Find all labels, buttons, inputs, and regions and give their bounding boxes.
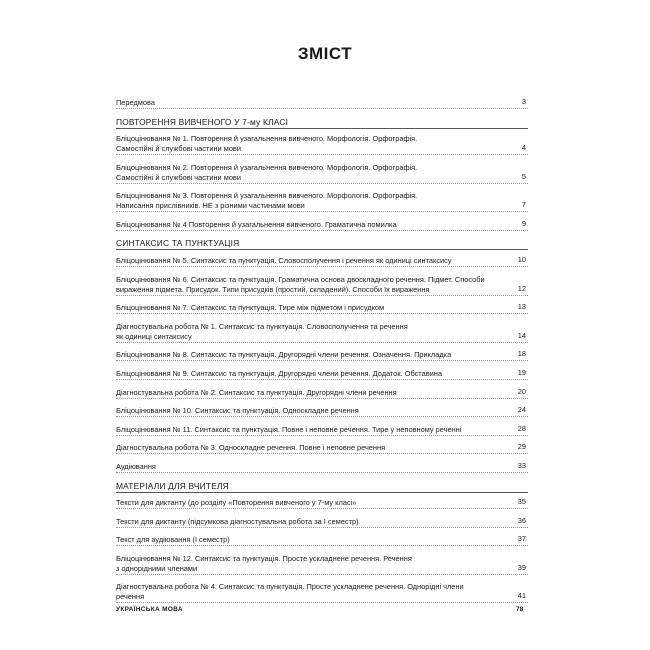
toc-entry-text: Бліцоцінювання № 5. Синтаксис та пунктуація. Словосполучення і речення як одиниці синтаксису bbox=[116, 255, 452, 265]
toc-entry-text: Бліцоцінювання № 6. Синтаксис та пунктуація. Граматична основа двоскладного речення. Підмет. Способи bbox=[116, 274, 485, 284]
toc-entry bbox=[116, 303, 528, 314]
toc-entry-text: Бліцоцінювання № 11. Синтаксис та пунктуація. Повне і неповне речення. Тире у неповному реченні bbox=[116, 424, 462, 434]
toc-entry-text: Бліцоцінювання № 2. Повторення й узагальнення вивченого. Морфологія. Орфографія. bbox=[116, 162, 418, 172]
toc-entry bbox=[116, 322, 528, 343]
toc-entry-page: 37 bbox=[517, 534, 526, 544]
toc-entry-page: 10 bbox=[517, 254, 526, 264]
toc-entry bbox=[116, 98, 528, 109]
toc-section-heading: ПОВТОРЕННЯ ВИВЧЕНОГО У 7-му КЛАСІ bbox=[116, 117, 528, 129]
toc-entry-page: 14 bbox=[517, 330, 526, 340]
toc-entry-text: Текст для аудіювання (І семестр) bbox=[116, 535, 230, 545]
toc-entry bbox=[116, 134, 528, 155]
toc-entry-text: вираження підмета. Присудок. Типи присудків (простий, складений). Способи їх вираження bbox=[116, 284, 430, 294]
toc-entry-page: 41 bbox=[517, 591, 526, 601]
toc-entry bbox=[116, 220, 528, 231]
toc-entry bbox=[116, 350, 528, 361]
toc-entry-page: 35 bbox=[517, 497, 526, 506]
toc-entry-text: Бліцоцінювання № 4 Повторення й узагальнення вивченого. Граматична помилка bbox=[116, 219, 397, 229]
toc-entry-text: Самостійні й службові частини мови bbox=[116, 172, 241, 182]
toc-entry-text: Діагностувальна робота № 4. Синтаксис та пунктуація. Просте ускладнене речення. Однорідні члени bbox=[116, 582, 464, 592]
table-of-contents bbox=[116, 98, 528, 611]
toc-entry bbox=[116, 275, 528, 296]
toc-entry-page: 18 bbox=[517, 349, 526, 359]
toc-entry bbox=[116, 191, 528, 212]
toc-entry-text: Передмова bbox=[116, 98, 155, 107]
toc-entry-text: Бліцоцінювання № 12. Синтаксис та пунктуація. Просте ускладнене речення. Речення bbox=[116, 553, 412, 563]
toc-entry bbox=[116, 369, 528, 380]
toc-entry-text: Тексти для диктанту (підсумкова діагностувальна робота за І семестр) bbox=[116, 516, 359, 526]
toc-entry bbox=[116, 582, 528, 603]
toc-entry-text: Бліцоцінювання № 1. Повторення й узагальнення вивченого. Морфологія. Орфографія. bbox=[116, 134, 418, 144]
toc-entry bbox=[116, 406, 528, 417]
toc-entry-text: Бліцоцінювання № 10. Синтаксис та пунктуація. Односкладне речення bbox=[116, 406, 359, 416]
toc-entry-text: Бліцоцінювання № 3. Повторення й узагальнення вивченого. Морфологія. Орфографія. bbox=[116, 191, 418, 201]
footer-page-number: 78 bbox=[516, 606, 524, 613]
toc-entry bbox=[116, 425, 528, 436]
toc-entry-page: 29 bbox=[517, 442, 526, 452]
toc-entry-text: речення bbox=[116, 592, 145, 602]
toc-entry-text: Тексти для диктанту (до розділу «Повторення вивченого у 7-му класі» bbox=[116, 498, 357, 507]
toc-entry-page: 13 bbox=[517, 302, 526, 312]
toc-entry-text: Бліцоцінювання № 7. Синтаксис та пунктуація. Тире між підметом і присудком bbox=[116, 303, 385, 313]
toc-entry-text: Діагностувальна робота № 3. Односкладне речення. Повне і неповне речення bbox=[116, 443, 386, 453]
toc-section-heading: МАТЕРІАЛИ ДЛЯ ВЧИТЕЛЯ bbox=[116, 481, 528, 493]
toc-entry bbox=[116, 443, 528, 454]
toc-entry-text: Бліцоцінювання № 8. Синтаксис та пунктуація. Другорядні члени речення. Означення. Прикладка bbox=[116, 350, 452, 360]
toc-entry-text: Аудіювання bbox=[116, 461, 156, 471]
toc-entry-page: 39 bbox=[517, 562, 526, 572]
toc-entry bbox=[116, 163, 528, 184]
footer-subject: УКРАЇНСЬКА МОВА bbox=[116, 606, 183, 613]
toc-entry bbox=[116, 554, 528, 575]
toc-entry-page: 36 bbox=[517, 515, 526, 525]
toc-entry-page: 4 bbox=[521, 143, 526, 153]
toc-entry-page: 28 bbox=[517, 423, 526, 433]
toc-entry bbox=[116, 256, 528, 267]
toc-entry-page: 19 bbox=[517, 367, 526, 377]
toc-entry-text: як одиниці синтаксису bbox=[116, 331, 192, 341]
toc-entry bbox=[116, 517, 528, 528]
toc-entry-page: 24 bbox=[517, 405, 526, 415]
toc-entry-page: 9 bbox=[521, 218, 526, 228]
toc-entry-text: Діагностувальна робота № 1. Синтаксис та пунктуація. Словосполучення та речення bbox=[116, 321, 408, 331]
toc-entry-page: 12 bbox=[517, 283, 526, 293]
toc-entry-text: Бліцоцінювання № 9. Синтаксис та пунктуація. Другорядні члени речення. Додаток. Обставина bbox=[116, 368, 442, 378]
toc-entry-page: 20 bbox=[517, 386, 526, 396]
toc-section-heading: СИНТАКСИС ТА ПУНКТУАЦІЯ bbox=[116, 238, 528, 250]
toc-entry bbox=[116, 462, 528, 473]
toc-entry bbox=[116, 535, 528, 546]
toc-entry bbox=[116, 498, 528, 509]
toc-entry-page: 7 bbox=[521, 200, 526, 210]
toc-entry-page: 5 bbox=[521, 171, 526, 181]
toc-entry-page: 33 bbox=[517, 460, 526, 470]
page-title: ЗМІСТ bbox=[297, 44, 353, 63]
toc-entry-text: Діагностувальна робота № 2. Синтаксис та пунктуація. Другорядні члени речення bbox=[116, 387, 397, 397]
toc-entry bbox=[116, 388, 528, 399]
toc-entry-text: Написання прислівників. НЕ з різними частинами мови bbox=[116, 201, 305, 211]
toc-entry-text: Самостійні й службові частини мови bbox=[116, 144, 241, 154]
toc-entry-text: з однорідними членами bbox=[116, 563, 198, 573]
toc-entry-page: 3 bbox=[521, 97, 526, 106]
